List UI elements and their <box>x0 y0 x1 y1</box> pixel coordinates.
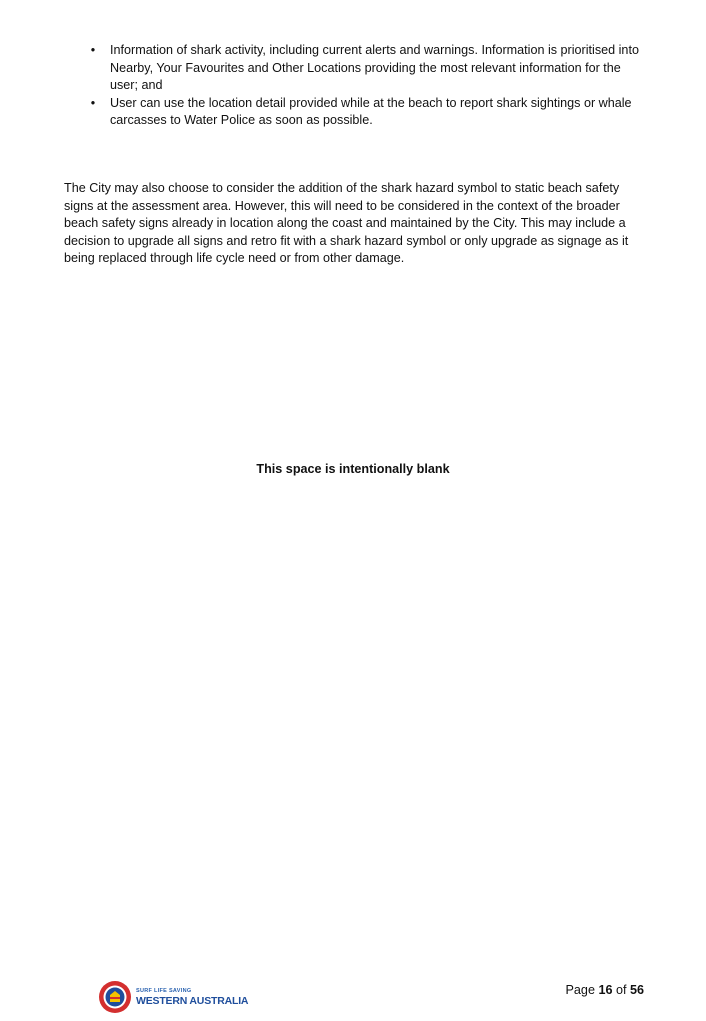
bullet-list <box>88 42 648 130</box>
bullet-icon: • <box>90 95 96 110</box>
intentionally-blank-note: This space is intentionally blank <box>256 462 450 476</box>
logo-big-text: WESTERN AUSTRALIA <box>136 995 249 1007</box>
list-item <box>88 42 648 95</box>
page-prefix: Page <box>565 983 595 997</box>
page-number <box>566 983 644 997</box>
logo-text <box>136 988 248 1007</box>
bullet-text: User can use the location detail provided while at the beach to report shark sightings or whale carcasses to Water Police as soon as possible. <box>110 95 632 128</box>
logo-seal-icon <box>98 980 132 1014</box>
bullet-icon: • <box>90 43 96 57</box>
page-of: of <box>615 983 627 997</box>
page-current: 16 <box>598 983 613 997</box>
bullet-text: Information of shark activity, including current alerts and warnings. Information is prioritised into Nearby, Your Favourites and Other Locations providing the most relevant information for the user; and <box>110 43 639 93</box>
logo-small-text: SURF LIFE SAVING <box>136 988 192 994</box>
list-item <box>88 95 648 130</box>
page-total: 56 <box>629 983 644 997</box>
surf-life-saving-wa-logo <box>98 980 258 1016</box>
body-paragraph: The City may also choose to consider the addition of the shark hazard symbol to static beach safety signs at the assessment area. However, this will need to be considered in the context of the broader beach safety signs already in location along the coast and maintained by the City. This may include a decision to upgrade all signs and retro fit with a shark hazard symbol or only upgrade as signage as it being replaced through life cycle need or from other damage. <box>64 181 629 266</box>
